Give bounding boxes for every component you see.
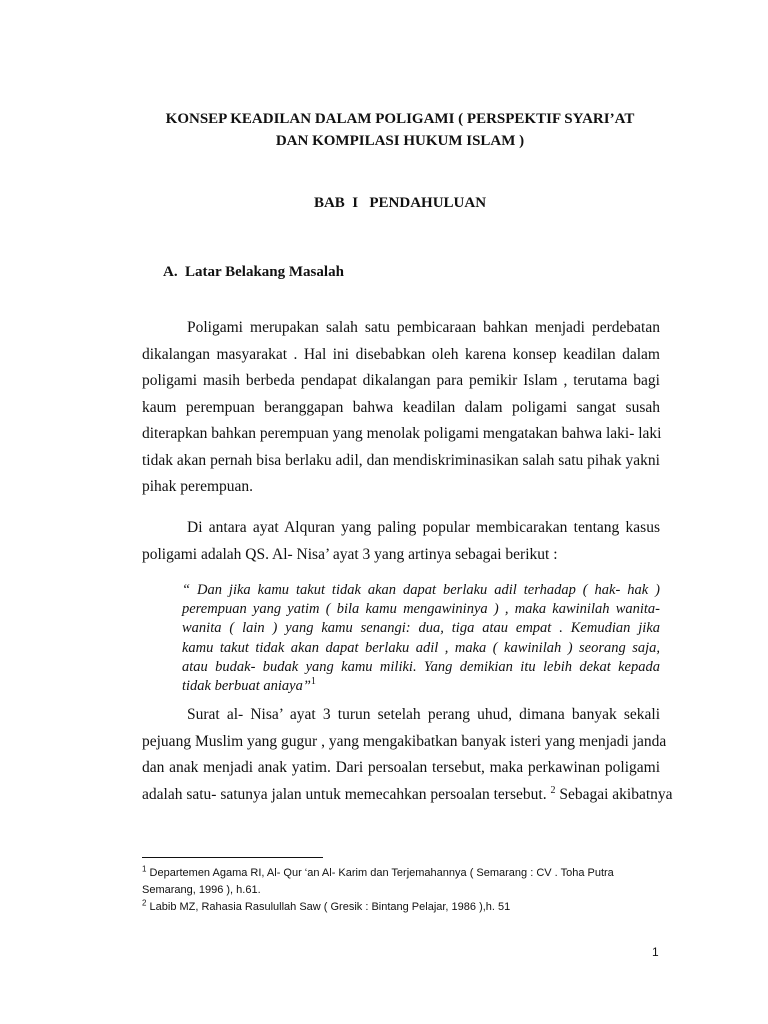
paragraph-text: Sebagai akibatnya xyxy=(559,785,673,803)
paragraph-line: poligami masih berbeda pendapat dikalangan para pemikir Islam , terutama bagi xyxy=(142,372,660,389)
paragraph-line: Di antara ayat Alquran yang paling popular membicarakan tentang kasus xyxy=(187,519,660,536)
paragraph-line: Surat al- Nisa’ ayat 3 turun setelah perang uhud, dimana banyak sekali xyxy=(187,706,660,723)
footnote-text: Departemen Agama RI, Al- Qur ‘an Al- Karim dan Terjemahannya ( Semarang : CV . Toha Putra xyxy=(149,867,614,879)
quote-line: perempuan yang yatim ( bila kamu mengawininya ) , maka kawinilah wanita- xyxy=(182,601,660,618)
paragraph-text: adalah satu- satunya jalan untuk memecahkan persoalan tersebut. xyxy=(142,785,547,803)
paragraph-1 xyxy=(142,315,660,501)
footnote-ref-1[interactable]: 1 xyxy=(310,676,316,688)
footnotes xyxy=(142,865,662,916)
footnote-text: Labib MZ, Rahasia Rasulullah Saw ( Gresik : Bintang Pelajar, 1986 ),h. 51 xyxy=(149,901,511,913)
footnote-number: 2 xyxy=(142,898,147,908)
page-number: 1 xyxy=(652,945,659,959)
quote-line: “ Dan jika kamu takut tidak akan dapat berlaku adil terhadap ( hak- hak ) xyxy=(182,582,660,598)
title-line-1: KONSEP KEADILAN DALAM POLIGAMI ( PERSPEKTIF SYARI’AT xyxy=(165,111,635,127)
footnote-number: 1 xyxy=(142,864,147,874)
section-number: A. xyxy=(163,264,178,280)
paragraph-2 xyxy=(142,515,660,568)
paragraph-line: diterapkan bahkan perempuan yang menolak poligami mengatakan bahwa laki- laki xyxy=(142,425,662,442)
footnote-1-continued xyxy=(142,882,662,899)
paragraph-line: dikalangan masyarakat . Hal ini disebabkan oleh karena konsep keadilan dalam xyxy=(142,345,660,363)
paragraph-3 xyxy=(142,702,673,808)
quote-line: atau budak- budak yang kamu miliki. Yang demikian itu lebih dekat kepada xyxy=(182,658,660,675)
quote-line: wanita ( lain ) yang kamu senangi: dua, tiga atau empat . Kemudian jika xyxy=(182,620,660,637)
footnote-1 xyxy=(142,865,662,882)
chapter-heading: BAB I PENDAHULUAN xyxy=(313,195,487,211)
paragraph-line: Poligami merupakan salah satu pembicaraan bahkan menjadi perdebatan xyxy=(187,319,660,336)
paragraph-line: poligami adalah QS. Al- Nisa’ ayat 3 yang artinya sebagai berikut : xyxy=(142,545,558,563)
footnote-ref-2[interactable]: 2 xyxy=(550,784,556,796)
paragraph-line: tidak akan pernah bisa berlaku adil, dan mendiskriminasikan salah satu pihak yakni xyxy=(142,451,660,469)
quote-last-text: tidak berbuat aniaya” xyxy=(182,677,311,694)
section-title: Latar Belakang Masalah xyxy=(185,264,344,280)
footnote-text: Semarang, 1996 ), h.61. xyxy=(142,884,261,896)
section-heading xyxy=(163,264,344,281)
paragraph-line xyxy=(142,782,673,809)
block-quote xyxy=(182,581,660,696)
document-title xyxy=(100,108,700,152)
quote-line xyxy=(182,677,660,696)
footnote-2 xyxy=(142,899,662,916)
title-line-2: DAN KOMPILASI HUKUM ISLAM ) xyxy=(275,133,525,149)
paragraph-line: pejuang Muslim yang gugur , yang mengakibatkan banyak isteri yang menjadi janda xyxy=(142,732,667,750)
paragraph-line: pihak perempuan. xyxy=(142,478,254,495)
paragraph-line: kaum perempuan beranggapan bahwa keadilan dalam poligami sangat susah xyxy=(142,398,660,416)
paragraph-line: dan anak menjadi anak yatim. Dari persoalan tersebut, maka perkawinan poligami xyxy=(142,759,660,776)
footnote-separator xyxy=(142,857,323,858)
quote-line: kamu takut tidak akan dapat berlaku adil , maka ( kawinilah ) seorang saja, xyxy=(182,639,660,656)
